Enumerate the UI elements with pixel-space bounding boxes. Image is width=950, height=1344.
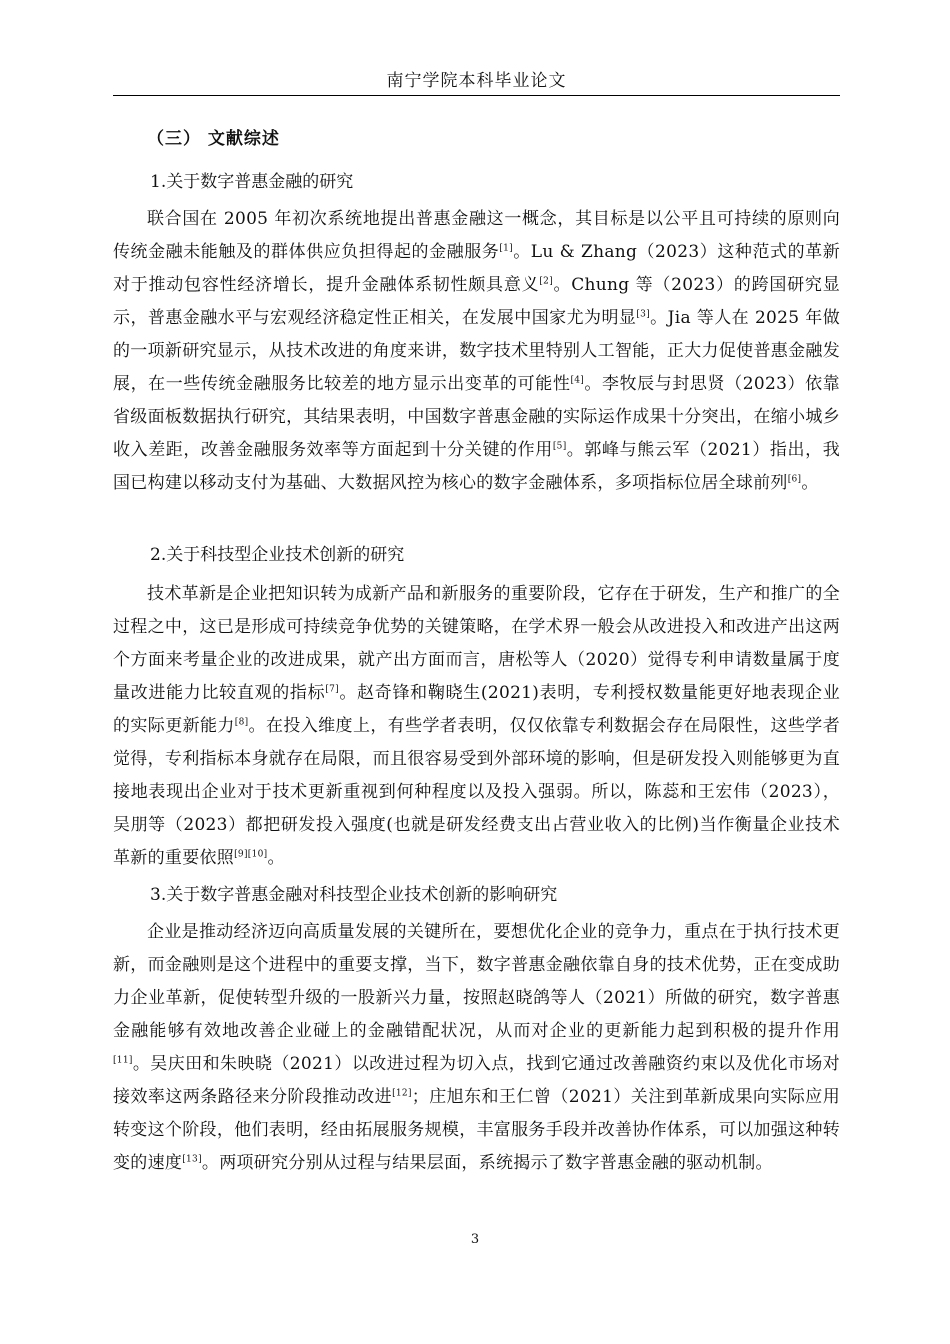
citation-ref: [12]: [392, 1088, 412, 1099]
paragraph-1: [113, 203, 840, 500]
subsection-title-2: 2.关于科技型企业技术创新的研究: [150, 545, 405, 565]
citation-ref: [6]: [787, 474, 802, 485]
citation-ref: [13]: [182, 1154, 202, 1165]
citation-ref: [7]: [325, 684, 339, 695]
citation-ref: [4]: [570, 375, 585, 386]
para-text: ；庄旭东和王仁曾（2021）关注到革新成果向实际应用转变这个阶段，他们表明，经由拓展服务规模，丰富服务手段并改善协作体系，可以加强这种转变的速度: [113, 1087, 840, 1173]
subsection-title-3: 3.关于数字普惠金融对科技型企业技术创新的影响研究: [150, 885, 558, 905]
citation-ref: [2]: [539, 276, 554, 287]
para-text: 。: [267, 848, 285, 868]
citation-ref: [3]: [636, 309, 651, 320]
paragraph-3: [113, 916, 840, 1180]
para-text: 企业是推动经济迈向高质量发展的关键所在，要想优化企业的竞争力，重点在于执行技术更新，而金融则是这个进程中的重要支撑，当下，数字普惠金融依靠自身的技术优势，正在变成助力企业革新，促使转型升级的一股新兴力量，按照赵晓鸽等人（2021）所做的研究，数字普惠金融能够有效地改善企业碰上的金融错配状况，从而对企业的更新能力起到积极的提升作用: [113, 922, 840, 1041]
para-text: 。Chung 等（2023）的跨国研究显示，普惠金融水平与宏观经济稳定性正相关，在发展中国家尤为明显: [113, 275, 840, 328]
para-text: 。两项研究分别从过程与结果层面，系统揭示了数字普惠金融的驱动机制。: [201, 1153, 773, 1173]
section-title: （三） 文献综述: [147, 129, 280, 149]
citation-ref: [5]: [552, 441, 567, 452]
para-text: 。Lu & Zhang（2023）这种范式的革新对于推动包容性经济增长，提升金融体系韧性颇具意义: [113, 242, 840, 295]
page-header: 南宁学院本科毕业论文: [386, 71, 567, 91]
para-text: 。郭峰与熊云军（2021）指出，我国已构建以移动支付为基础、大数据风控为核心的数字金融体系，多项指标位居全球前列: [113, 440, 840, 493]
citation-ref: [8]: [234, 717, 249, 728]
para-text: 。: [801, 473, 819, 493]
citation-ref: [1]: [499, 243, 513, 254]
citation-ref: [11]: [113, 1055, 133, 1066]
header-rule: [113, 95, 840, 96]
para-text: 技术革新是企业把知识转为成新产品和新服务的重要阶段，它存在于研发，生产和推广的全过程之中，这已是形成可持续竞争优势的关键策略，在学术界一般会从改进投入和改进产出这两个方面来考量企业的改进成果，就产出方面而言，唐松等人（2020）觉得专利申请数量属于度量改进能力比较直观的指标: [113, 584, 840, 703]
page-number: 3: [470, 1232, 480, 1247]
citation-ref: [9][10]: [234, 849, 268, 860]
para-text: 。李牧辰与封思贤（2023）依靠省级面板数据执行研究，其结果表明，中国数字普惠金融的实际运作成果十分突出，在缩小城乡收入差距，改善金融服务效率等方面起到十分关键的作用: [113, 374, 840, 460]
para-text: 。Jia 等人在 2025 年做的一项新研究显示，从技术改进的角度来讲，数字技术里特别人工智能，正大力促使普惠金融发展，在一些传统金融服务比较差的地方显示出变革的可能性: [113, 308, 841, 394]
para-text: 。在投入维度上，有些学者表明，仅仅依靠专利数据会存在局限性，这些学者觉得，专利指标本身就存在局限，而且很容易受到外部环境的影响，但是研发投入则能够更为直接地表现出企业对于技术更新重视到何种程度以及投入强弱。所以，陈蕊和王宏伟（2023），吴朋等（2023）都把研发投入强度(也就是研发经费支出占营业收入的比例)当作衡量企业技术革新的重要依照: [113, 716, 840, 868]
para-text: 。吴庆田和朱映晓（2021）以改进过程为切入点，找到它通过改善融资约束以及优化市场对接效率这两条路径来分阶段推动改进: [113, 1054, 840, 1107]
para-text: 联合国在 2005 年初次系统地提出普惠金融这一概念，其目标是以公平且可持续的原则向传统金融未能触及的群体供应负担得起的金融服务: [113, 209, 840, 262]
para-text: 。赵奇锋和鞠晓生(2021)表明，专利授权数量能更好地表现企业的实际更新能力: [113, 683, 840, 736]
subsection-title-1: 1.关于数字普惠金融的研究: [150, 172, 354, 192]
paragraph-2: [113, 578, 840, 875]
